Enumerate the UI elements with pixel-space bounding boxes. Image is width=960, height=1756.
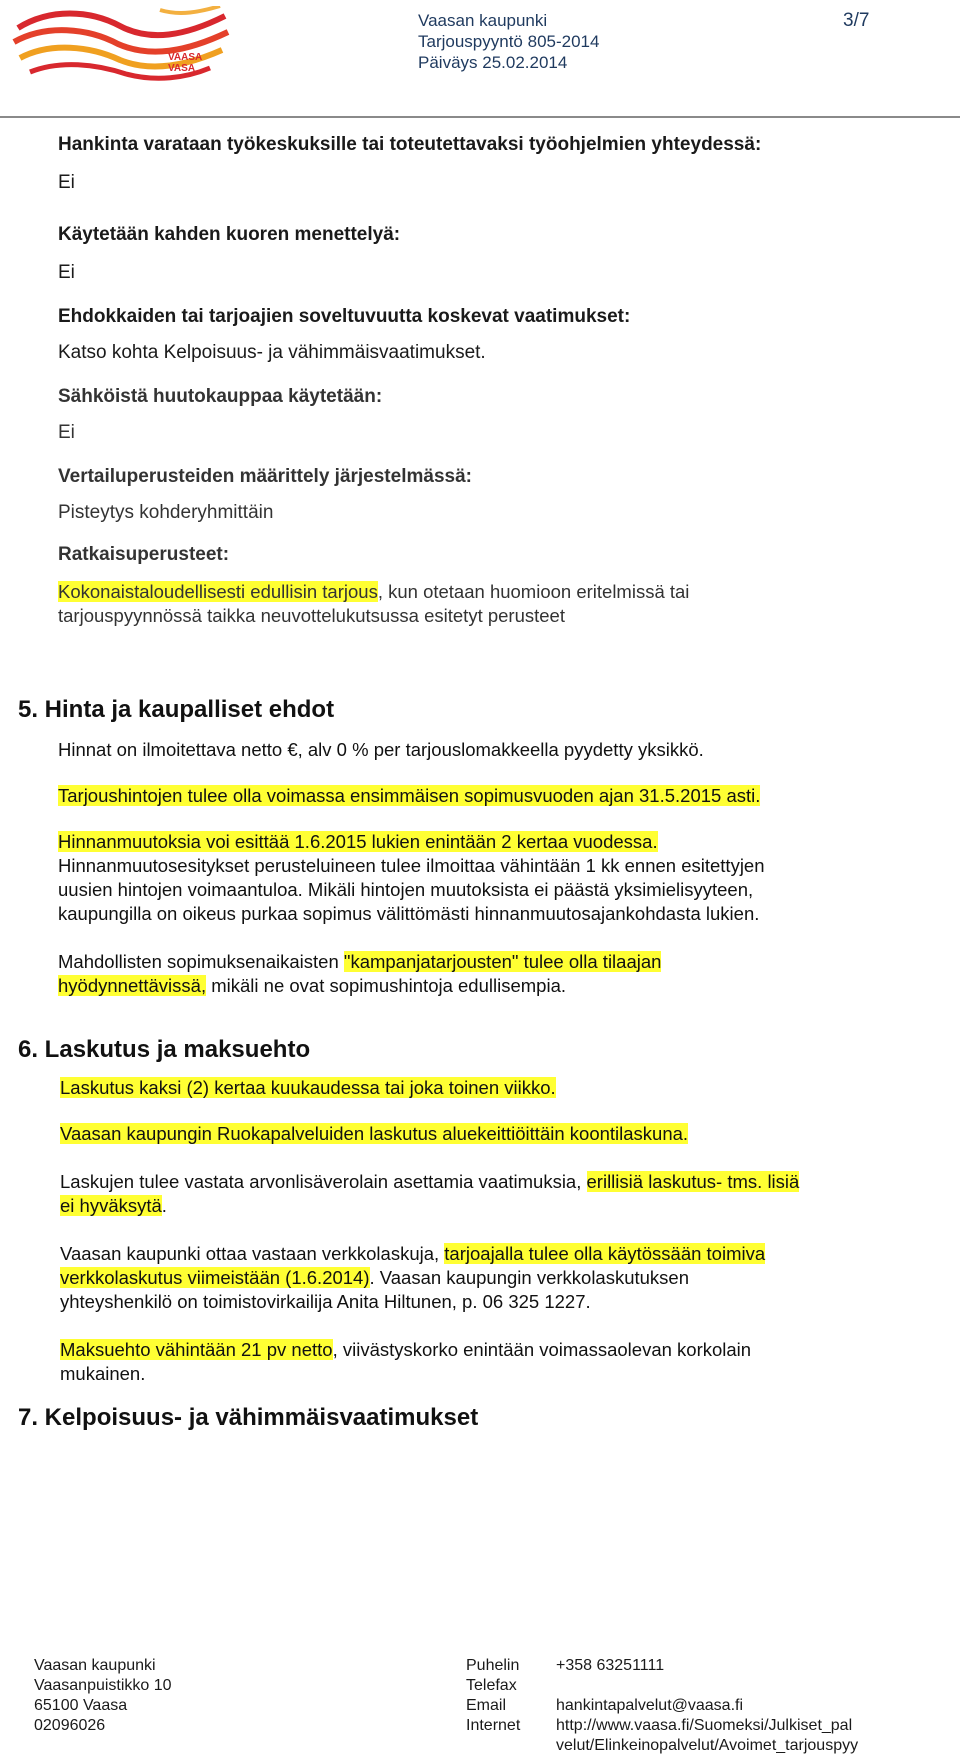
section-5-heading: 5. Hinta ja kaupalliset ehdot xyxy=(18,696,335,723)
section-6-p4: Vaasan kaupunki ottaa vastaan verkkolaskuja, tarjoajalla tulee olla käytössään toimiva verkkolaskutus viimeistään (1.6.2014). Vaasan kaupungin verkkolaskutuksen yhteyshenkilö on toimistovirkailija Anita Hiltunen, p. 06 325 1227. xyxy=(60,1243,766,1312)
field-value-workshop: Ei xyxy=(58,172,75,193)
field-value-auction: Ei xyxy=(58,422,75,443)
footer-phone: +358 63251111 xyxy=(556,1657,665,1674)
section-6-p3: Laskujen tulee vastata arvonlisäverolain asettamia vaatimuksia, erillisiä laskutus- tms. lisiä ei hyväksytä. xyxy=(60,1171,800,1216)
logo-waves-icon xyxy=(10,6,240,90)
footer-contact-labels xyxy=(466,1656,520,1736)
footer-org: Vaasan kaupunki xyxy=(34,1657,156,1674)
header-info xyxy=(418,10,599,73)
section-7-heading: 7. Kelpoisuus- ja vähimmäisvaatimukset xyxy=(18,1404,479,1431)
footer-label-internet: Internet xyxy=(466,1717,521,1734)
section-6-p1: Laskutus kaksi (2) kertaa kuukaudessa tai joka toinen viikko. xyxy=(60,1077,556,1098)
footer-label-email: Email xyxy=(466,1697,507,1714)
logo-text-vaasa: VAASA xyxy=(168,52,203,63)
section-5-p3: Hinnanmuutoksia voi esittää 1.6.2015 lukien enintään 2 kertaa vuodessa. Hinnanmuutosesitykset perusteluineen tulee ilmoittaa vähintään 1 kk ennen esitettyjen uusien hintojen voimaantuloa. Mikäli hintojen muutoksista ei päästä yksimielisyyteen, kaupungilla on oikeus purkaa sopimus välittömästi hinnanmuutosajankohdasta lukien. xyxy=(58,831,765,924)
section-6-heading: 6. Laskutus ja maksuehto xyxy=(18,1036,311,1063)
section-6-p5: Maksuehto vähintään 21 pv netto, viivästyskorko enintään voimassaolevan korkolain mukainen. xyxy=(60,1339,752,1384)
section-5-p4: Mahdollisten sopimuksenaikaisten "kampanjatarjousten" tulee olla tilaajan hyödynnettävissä, mikäli ne ovat sopimushintoja edullisempia. xyxy=(58,951,662,996)
section-5-p2: Tarjoushintojen tulee olla voimassa ensimmäisen sopimusvuoden ajan 31.5.2015 asti. xyxy=(58,785,761,806)
footer-email-link[interactable]: hankintapalvelut@vaasa.fi xyxy=(556,1697,744,1714)
field-label-two-envelope: Käytetään kahden kuoren menettelyä: xyxy=(58,224,401,245)
section-6-p2: Vaasan kaupungin Ruokapalveluiden laskutus aluekeittiöittäin koontilaskuna. xyxy=(60,1123,689,1144)
footer-contact-values xyxy=(556,1656,858,1756)
footer-url-link-cont[interactable]: velut/Elinkeinopalvelut/Avoimet_tarjouspyy xyxy=(556,1737,859,1754)
field-value-two-envelope: Ei xyxy=(58,262,75,283)
vaasa-logo xyxy=(10,6,240,90)
footer-street: Vaasanpuistikko 10 xyxy=(34,1677,172,1694)
field-label-suitability: Ehdokkaiden tai tarjoajien soveltuvuutta koskevat vaatimukset: xyxy=(58,306,631,327)
footer-label-fax: Telefax xyxy=(466,1677,517,1694)
field-label-criteria: Vertailuperusteiden määrittely järjestelmässä: xyxy=(58,466,472,487)
header-org: Vaasan kaupunki xyxy=(418,11,548,30)
footer-url-link[interactable]: http://www.vaasa.fi/Suomeksi/Julkiset_pal xyxy=(556,1717,853,1734)
field-value-suitability: Katso kohta Kelpoisuus- ja vähimmäisvaatimukset. xyxy=(58,342,486,363)
field-label-award: Ratkaisuperusteet: xyxy=(58,544,230,565)
award-highlight: Kokonaistaloudellisesti edullisin tarjous xyxy=(58,581,378,602)
footer-id: 02096026 xyxy=(34,1717,106,1734)
footer-postal: 65100 Vaasa xyxy=(34,1697,128,1714)
footer-label-phone: Puhelin xyxy=(466,1657,520,1674)
field-label-auction: Sähköistä huutokauppaa käytetään: xyxy=(58,386,383,407)
field-label-workshop: Hankinta varataan työkeskuksille tai toteutettavaksi työohjelmien yhteydessä: xyxy=(58,134,762,155)
award-criteria-text: Kokonaistaloudellisesti edullisin tarjous, kun otetaan huomioon eritelmissä tai tarjouspyynnössä taikka neuvottelukutsussa esitetyt perusteet xyxy=(58,581,690,626)
logo-text-vasa: VASA xyxy=(168,63,196,74)
footer-fax xyxy=(556,1676,858,1696)
footer-address xyxy=(34,1656,172,1736)
header-divider xyxy=(0,116,960,118)
page-number: 3/7 xyxy=(843,10,870,31)
section-5-p1: Hinnat on ilmoitettava netto €, alv 0 % per tarjouslomakkeella pyydetty yksikkö. xyxy=(58,739,704,760)
header-tender: Tarjouspyyntö 805-2014 xyxy=(418,32,600,51)
header-date: Päiväys 25.02.2014 xyxy=(418,53,568,72)
field-value-criteria: Pisteytys kohderyhmittäin xyxy=(58,502,274,523)
